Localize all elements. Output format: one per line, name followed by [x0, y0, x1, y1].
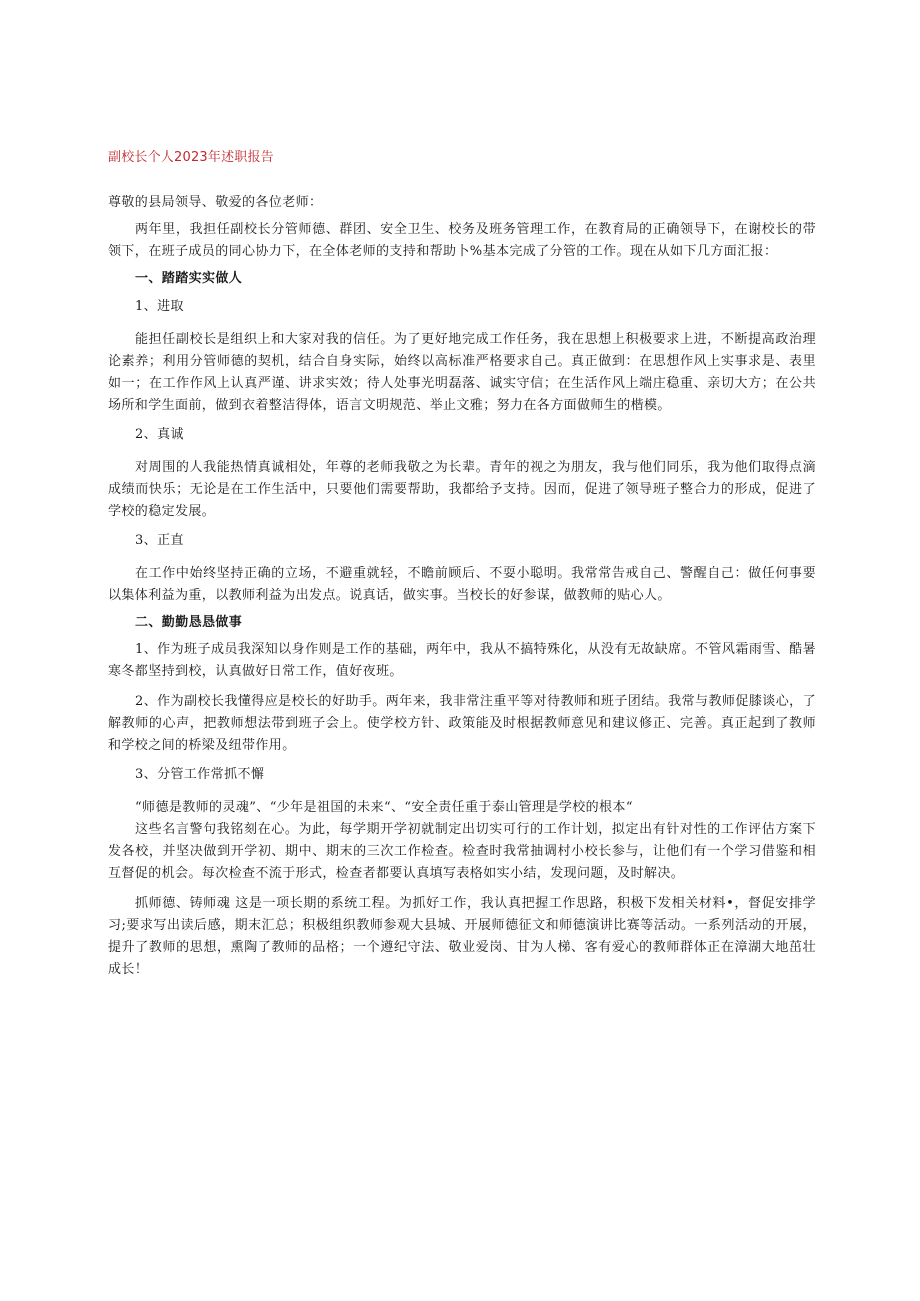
section2-item1-text: 1、作为班子成员我深知以身作则是工作的基础，两年中，我从不搞特殊化，从没有无故缺席。不管风霜雨雪、酷暑寒冬都坚持到校，认真做好日常工作，值好夜班。 — [108, 642, 816, 679]
document-page — [108, 148, 816, 981]
section1-item1-text: 能担任副校长是组织上和大家对我的信任。为了更好地完成工作任务，我在思想上积极要求上进，不断提高政治理论素养；利用分管师德的契机，结合自身实际，始终以高标准严格要求自己。真正做到：在思想作风上实事求是、表里如一；在工作作风上认真严谨、讲求实效；待人处事光明磊落、诚实守信；在生活作风上端庄稳重、亲切大方；在公共场所和学生面前，做到衣着整洁得体，语言文明规范、举止文雅；努力在各方面做师生的楷模。 — [108, 332, 816, 413]
section2-para1: 这些名言警句我铭刻在心。为此，每学期开学初就制定出切实可行的工作计划，拟定出有针对性的工作评估方案下发各校，并坚决做到开学初、期中、期末的三次工作检查。检查时我常抽调村小校长参与，让他们有一个学习借鉴和相互督促的机会。每次检查不流于形式，检查者都要认真填写表格如实小结，发现问题，及时解决。 — [108, 822, 816, 881]
section1-item2-title: 2、真诚 — [135, 427, 184, 442]
section2-quote: “师德是教师的灵魂”、“少年是祖国的未来“、“安全责任重于泰山管理是学校的根本“ — [135, 800, 633, 815]
intro-paragraph: 两年里，我担任副校长分管师德、群团、安全卫生、校务及班务管理工作，在教育局的正确领导下，在谢校长的带领下，在班子成员的同心协力下，在全体老师的支持和帮助卜%基本完成了分管的工作。现在从如下几方面汇报： — [108, 222, 816, 259]
section2-item3-title: 3、分管工作常抓不懈 — [135, 767, 265, 782]
document-title: 副校长个人2023年述职报告 — [108, 150, 274, 165]
section1-item3-text: 在工作中始终坚持正确的立场，不避重就轻，不瞻前顾后、不耍小聪明。我常常告戒自己、警醒自己：做任何事要以集体利益为重，以教师利益为出发点。说真话，做实事。当校长的好参谋，做教师的贴心人。 — [108, 566, 816, 603]
section1-item1-title: 1、进取 — [135, 299, 184, 314]
section2-item2-text: 2、作为副校长我懂得应是校长的好助手。两年来，我非常注重平等对待教师和班子团结。我常与教师促膝谈心，了解教师的心声，把教师想法带到班子会上。使学校方针、政策能及时根据教师意见和建议修正、完善。真正起到了教师和学校之间的桥梁及纽带作用。 — [108, 694, 816, 753]
section1-item3-title: 3、正直 — [135, 533, 184, 548]
section2-para2: 抓师德、铸师魂 这是一项长期的系统工程。为抓好工作，我认真把握工作思路，积极下发相关材料•，督促安排学习;要求写出读后感，期末汇总；积极组织教师参观大县城、开展师德征文和师德演讲比赛等活动。一系列活动的开展，提升了教师的思想，熏陶了教师的品格；一个遵纪守法、敬业爱岗、甘为人梯、客有爱心的教师群体正在漳湖大地茁壮成长！ — [108, 896, 816, 977]
section2-heading: 二、勤勤恳恳做事 — [135, 615, 243, 630]
section1-item2-text: 对周围的人我能热情真诚相处，年尊的老师我敬之为长辈。青年的视之为朋友，我与他们同乐，我为他们取得点滴成绩而快乐；无论是在工作生活中，只要他们需要帮助，我都给予支持。因而，促进了领导班子整合力的形成，促进了学校的稳定发展。 — [108, 460, 816, 519]
section1-heading: 一、踏踏实实做人 — [135, 271, 243, 286]
salutation: 尊敬的县局领导、敬爱的各位老师： — [108, 195, 323, 210]
